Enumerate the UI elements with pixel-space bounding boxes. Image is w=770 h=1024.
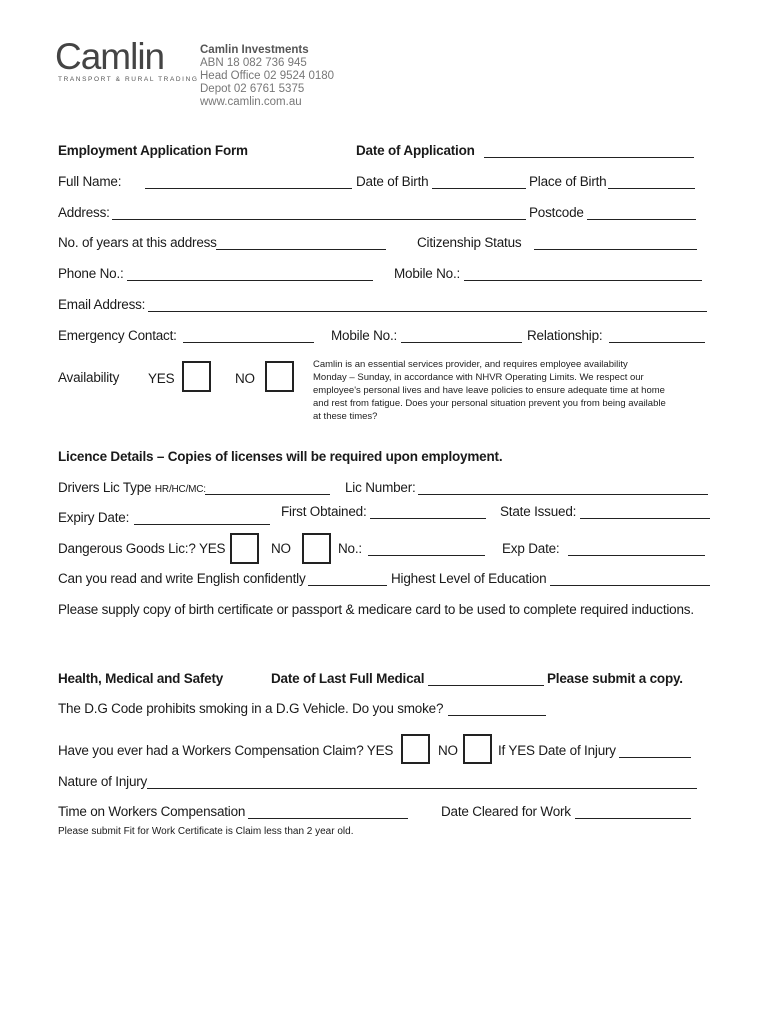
dangerous-goods-no-label: NO <box>271 541 291 556</box>
mobile-label: Mobile No.: <box>394 266 461 281</box>
education-label: Highest Level of Education <box>391 571 547 586</box>
email-field[interactable] <box>148 311 707 312</box>
fit-for-work-note: Please submit Fit for Work Certificate is Claim less than 2 year old. <box>58 826 354 837</box>
citizenship-field[interactable] <box>534 249 697 250</box>
dangerous-goods-yes-checkbox[interactable] <box>230 533 259 564</box>
emergency-mobile-field[interactable] <box>401 342 522 343</box>
place-of-birth-label: Place of Birth <box>529 174 607 189</box>
submit-copy-note: Please submit a copy. <box>547 671 683 686</box>
read-write-field[interactable] <box>308 585 387 586</box>
form-title: Employment Application Form <box>58 143 248 158</box>
mobile-field[interactable] <box>464 280 702 281</box>
licence-heading: Licence Details – Copies of licenses will be required upon employment. <box>58 449 503 464</box>
depot-phone: Depot 02 6761 5375 <box>200 83 305 95</box>
availability-yes-checkbox[interactable] <box>182 361 211 392</box>
citizenship-label: Citizenship Status <box>417 235 522 250</box>
dangerous-goods-no-checkbox[interactable] <box>302 533 331 564</box>
years-at-address-field[interactable] <box>216 249 386 250</box>
dg-exp-date-label: Exp Date: <box>502 541 560 556</box>
drivers-lic-type-label: Drivers Lic Type HR/HC/MC: <box>58 480 206 495</box>
first-obtained-label: First Obtained: <box>281 504 367 519</box>
first-obtained-field[interactable] <box>370 518 486 519</box>
dg-number-label: No.: <box>338 541 362 556</box>
company-logo: Camlin <box>55 36 165 77</box>
nature-of-injury-field[interactable] <box>147 788 697 789</box>
years-at-address-label: No. of years at this address <box>58 235 217 250</box>
head-office-phone: Head Office 02 9524 0180 <box>200 70 335 82</box>
emergency-contact-label: Emergency Contact: <box>58 328 177 343</box>
postcode-label: Postcode <box>529 205 584 220</box>
read-write-label: Can you read and write English confidently <box>58 571 306 586</box>
date-of-injury-field[interactable] <box>619 757 691 758</box>
availability-label: Availability <box>58 370 120 385</box>
workers-comp-question: Have you ever had a Workers Compensation Claim? YES <box>58 743 394 758</box>
supply-copy-note: Please supply copy of birth certificate or passport & medicare card to be used to complete required inductions. <box>58 602 694 617</box>
full-name-field[interactable] <box>145 188 352 189</box>
date-cleared-label: Date Cleared for Work <box>441 804 571 819</box>
relationship-label: Relationship: <box>527 328 603 343</box>
expiry-date-field[interactable] <box>134 524 270 525</box>
last-medical-field[interactable] <box>428 685 544 686</box>
phone-label: Phone No.: <box>58 266 124 281</box>
emergency-mobile-label: Mobile No.: <box>331 328 398 343</box>
smoking-question: The D.G Code prohibits smoking in a D.G Vehicle. Do you smoke? <box>58 701 444 716</box>
workers-comp-no-checkbox[interactable] <box>463 734 492 764</box>
lic-type-classes: HR/HC/MC: <box>154 484 206 495</box>
availability-no-checkbox[interactable] <box>265 361 294 392</box>
company-abn: ABN 18 082 736 945 <box>200 57 307 69</box>
dg-number-field[interactable] <box>368 555 485 556</box>
drivers-lic-type-field[interactable] <box>205 494 330 495</box>
postcode-field[interactable] <box>587 219 696 220</box>
address-label: Address: <box>58 205 110 220</box>
education-field[interactable] <box>550 585 710 586</box>
company-details <box>200 44 334 109</box>
dangerous-goods-label: Dangerous Goods Lic:? YES <box>58 541 226 556</box>
time-on-comp-label: Time on Workers Compensation <box>58 804 246 819</box>
expiry-date-label: Expiry Date: <box>58 510 130 525</box>
lic-number-field[interactable] <box>418 494 708 495</box>
workers-comp-no-label: NO <box>438 743 458 758</box>
availability-yes-label: YES <box>148 371 175 386</box>
place-of-birth-field[interactable] <box>608 188 695 189</box>
phone-field[interactable] <box>127 280 373 281</box>
workers-comp-yes-checkbox[interactable] <box>401 734 430 764</box>
state-issued-field[interactable] <box>580 518 710 519</box>
state-issued-label: State Issued: <box>500 504 577 519</box>
nature-of-injury-label: Nature of Injury <box>58 774 148 789</box>
full-name-label: Full Name: <box>58 174 122 189</box>
email-label: Email Address: <box>58 297 146 312</box>
smoking-field[interactable] <box>448 715 546 716</box>
date-of-application-field[interactable] <box>484 157 694 158</box>
last-medical-label: Date of Last Full Medical <box>271 671 425 686</box>
date-of-birth-label: Date of Birth <box>356 174 429 189</box>
date-cleared-field[interactable] <box>575 818 691 819</box>
lic-number-label: Lic Number: <box>345 480 416 495</box>
date-of-application-label: Date of Application <box>356 143 475 158</box>
date-of-injury-label: If YES Date of Injury <box>498 743 616 758</box>
availability-no-label: NO <box>235 371 255 386</box>
health-heading: Health, Medical and Safety <box>58 671 224 686</box>
company-website: www.camlin.com.au <box>200 96 302 108</box>
availability-note: Camlin is an essential services provider, and requires employee availability Monday – Sunday, in accordance with NHVR Operating Limits. We respect our employee's personal lives and have leave policies to ensure adequate time at home and rest from fatigue. Does your personal situation prevent you from being available at these times? <box>313 359 666 422</box>
relationship-field[interactable] <box>609 342 705 343</box>
time-on-comp-field[interactable] <box>248 818 408 819</box>
date-of-birth-field[interactable] <box>432 188 526 189</box>
emergency-contact-field[interactable] <box>183 342 314 343</box>
address-field[interactable] <box>112 219 526 220</box>
company-name: Camlin Investments <box>200 44 309 56</box>
dg-exp-date-field[interactable] <box>568 555 705 556</box>
logo-tagline: TRANSPORT & RURAL TRADING <box>58 76 199 83</box>
